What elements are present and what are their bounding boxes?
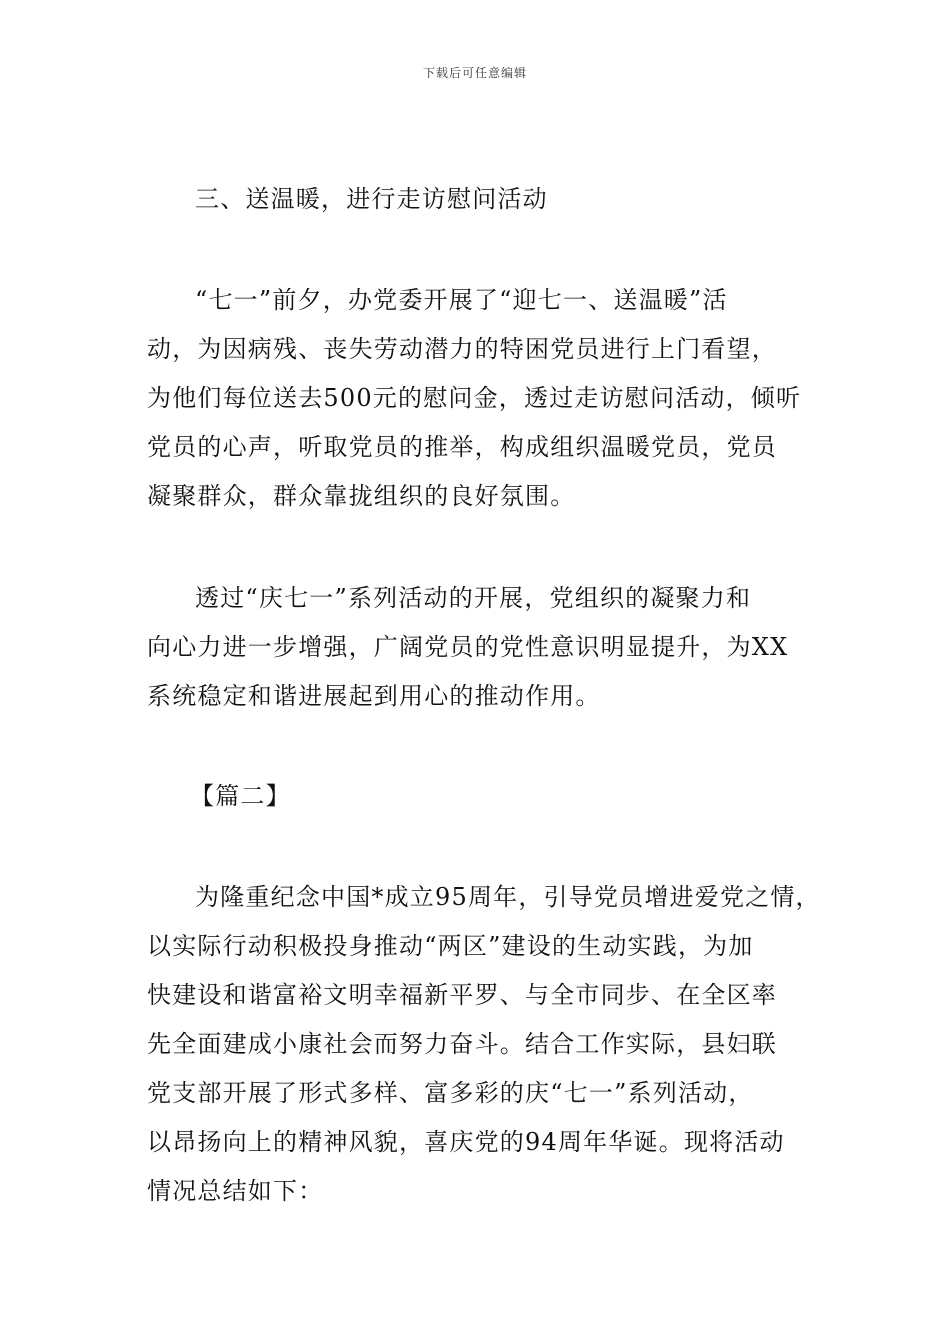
paragraph-line: 先全面建成小康社会而努力奋斗。结合工作实际，县妇联 [147,1030,777,1058]
paragraph-line: 系统稳定和谐进展起到用心的推动作用。 [147,682,601,710]
paragraph-line: 以实际行动积极投身推动“两区”建设的生动实践，为加 [147,932,754,960]
paragraph-line: 以昂扬向上的精神风貌，喜庆党的94周年华诞。现将活动 [147,1128,785,1156]
paragraph-line: “七一”前夕，办党委开展了“迎七一、送温暖”活 [195,286,728,314]
paragraph-line: 为他们每位送去500元的慰问金，透过走访慰问活动，倾听 [147,384,802,412]
paragraph-line: 动，为因病残、丧失劳动潜力的特困党员进行上门看望， [147,335,777,363]
paragraph-line: 快建设和谐富裕文明幸福新平罗、与全市同步、在全区率 [147,981,777,1009]
section-heading: 三、送温暖，进行走访慰问活动 [195,185,548,213]
paragraph-line: 凝聚群众，群众靠拢组织的良好氛围。 [147,482,576,510]
paragraph-line: 党支部开展了形式多样、富多彩的庆“七一”系列活动， [147,1079,754,1107]
paragraph-line: 向心力进一步增强，广阔党员的党性意识明显提升，为XX [147,633,789,661]
paragraph-line: 党员的心声，听取党员的推举，构成组织温暖党员，党员 [147,433,777,461]
paragraph-line: 透过“庆七一”系列活动的开展，党组织的凝聚力和 [195,584,752,612]
paragraph-line: 情况总结如下： [147,1177,324,1205]
paragraph-line: 为隆重纪念中国*成立95周年，引导党员增进爱党之情， [195,883,821,911]
page-header: 下载后可任意编辑 [422,66,527,80]
part-heading: 【篇二】 [190,782,291,810]
